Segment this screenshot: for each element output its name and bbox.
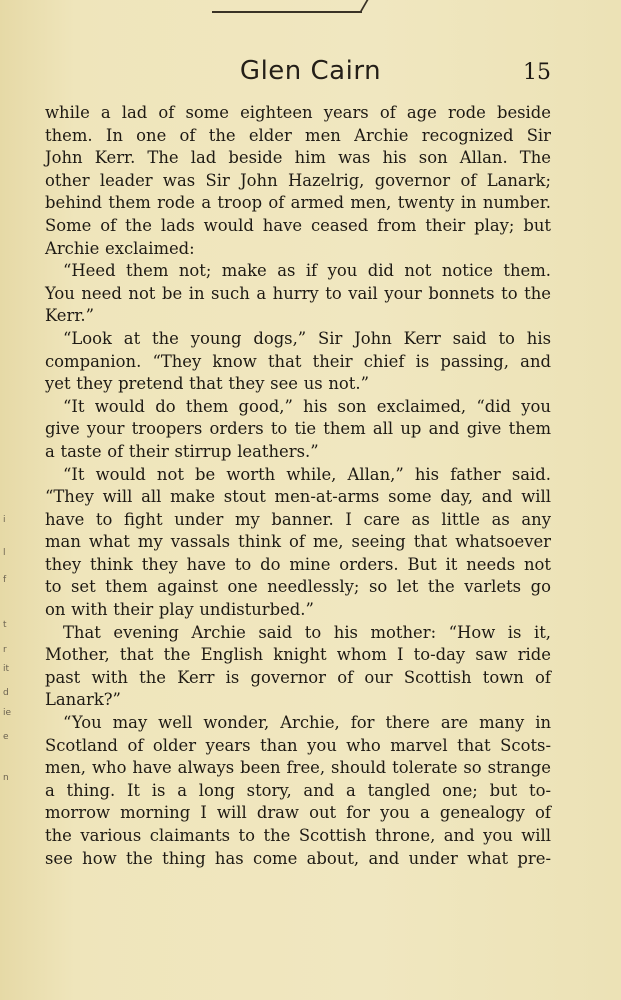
text-line: give your troopers orders to tie them all up and give them bbox=[45, 419, 551, 439]
text-line: John Kerr. The lad beside him was his son Allan. The bbox=[45, 148, 551, 168]
top-rule bbox=[212, 0, 362, 13]
margin-mark: l bbox=[3, 548, 6, 558]
text-line: You need not be in such a hurry to vail your bonnets to the bbox=[45, 283, 551, 303]
text-line: to set them against one needlessly; so let the varlets go bbox=[45, 577, 551, 597]
text-body bbox=[45, 102, 551, 870]
text-line: “It would not be worth while, Allan,” his father said. bbox=[63, 464, 551, 484]
margin-mark: d bbox=[3, 688, 9, 698]
text-line: have to fight under my banner. I care as little as any bbox=[45, 509, 551, 529]
text-line: behind them rode a troop of armed men, twenty in number. bbox=[45, 193, 551, 213]
margin-mark: ie bbox=[3, 708, 12, 718]
margin-mark: it bbox=[3, 664, 10, 674]
text-line: man what my vassals think of me, seeing that whatsoever bbox=[45, 532, 551, 552]
text-line: “It would do them good,” his son exclaimed, “did you bbox=[63, 396, 551, 416]
text-line: men, who have always been free, should tolerate so strange bbox=[45, 758, 551, 778]
text-line: Some of the lads would have ceased from their play; but bbox=[45, 215, 551, 235]
text-line: “They will all make stout men-at-arms some day, and will bbox=[45, 487, 551, 507]
page-header bbox=[0, 56, 621, 96]
text-line: on with their play undisturbed.” bbox=[45, 600, 314, 620]
text-line: while a lad of some eighteen years of age rode beside bbox=[45, 103, 551, 122]
text-line: yet they pretend that they see us not.” bbox=[45, 374, 369, 394]
text-line: companion. “They know that their chief is passing, and bbox=[45, 351, 551, 371]
text-line: they think they have to do mine orders. But it needs not bbox=[45, 554, 551, 574]
text-line: past with the Kerr is governor of our Scottish town of bbox=[45, 667, 551, 687]
text-line: Scotland of older years than you who marvel that Scots- bbox=[45, 735, 551, 755]
text-line: “Heed them not; make as if you did not notice them. bbox=[63, 261, 551, 281]
margin-mark: r bbox=[3, 645, 7, 655]
running-head: Glen Cairn bbox=[239, 56, 382, 86]
text-line: Lanark?” bbox=[45, 690, 121, 710]
text-line: Kerr.” bbox=[45, 306, 94, 326]
margin-mark: f bbox=[3, 575, 7, 585]
text-line: see how the thing has come about, and under what pre- bbox=[45, 848, 551, 868]
text-line: “Look at the young dogs,” Sir John Kerr said to his bbox=[63, 328, 551, 348]
margin-mark: t bbox=[3, 620, 7, 630]
margin-mark: i bbox=[3, 515, 6, 525]
page-number: 15 bbox=[523, 60, 551, 85]
text-line: other leader was Sir John Hazelrig, governor of Lanark; bbox=[45, 170, 551, 190]
text-line: That evening Archie said to his mother: “How is it, bbox=[63, 622, 551, 642]
text-line: Archie exclaimed: bbox=[45, 238, 195, 258]
text-line: “You may well wonder, Archie, for there are many in bbox=[63, 713, 551, 733]
text-line: a thing. It is a long story, and a tangled one; but to- bbox=[45, 780, 551, 800]
text-line: Mother, that the English knight whom I to-day saw ride bbox=[45, 645, 551, 665]
margin-mark: n bbox=[3, 773, 9, 783]
text-line: morrow morning I will draw out for you a genealogy of bbox=[45, 803, 551, 823]
margin-mark: e bbox=[3, 732, 9, 742]
text-line: them. In one of the elder men Archie recognized Sir bbox=[45, 125, 551, 145]
text-line: the various claimants to the Scottish throne, and you will bbox=[45, 826, 551, 845]
text-line: a taste of their stirrup leathers.” bbox=[45, 441, 319, 461]
